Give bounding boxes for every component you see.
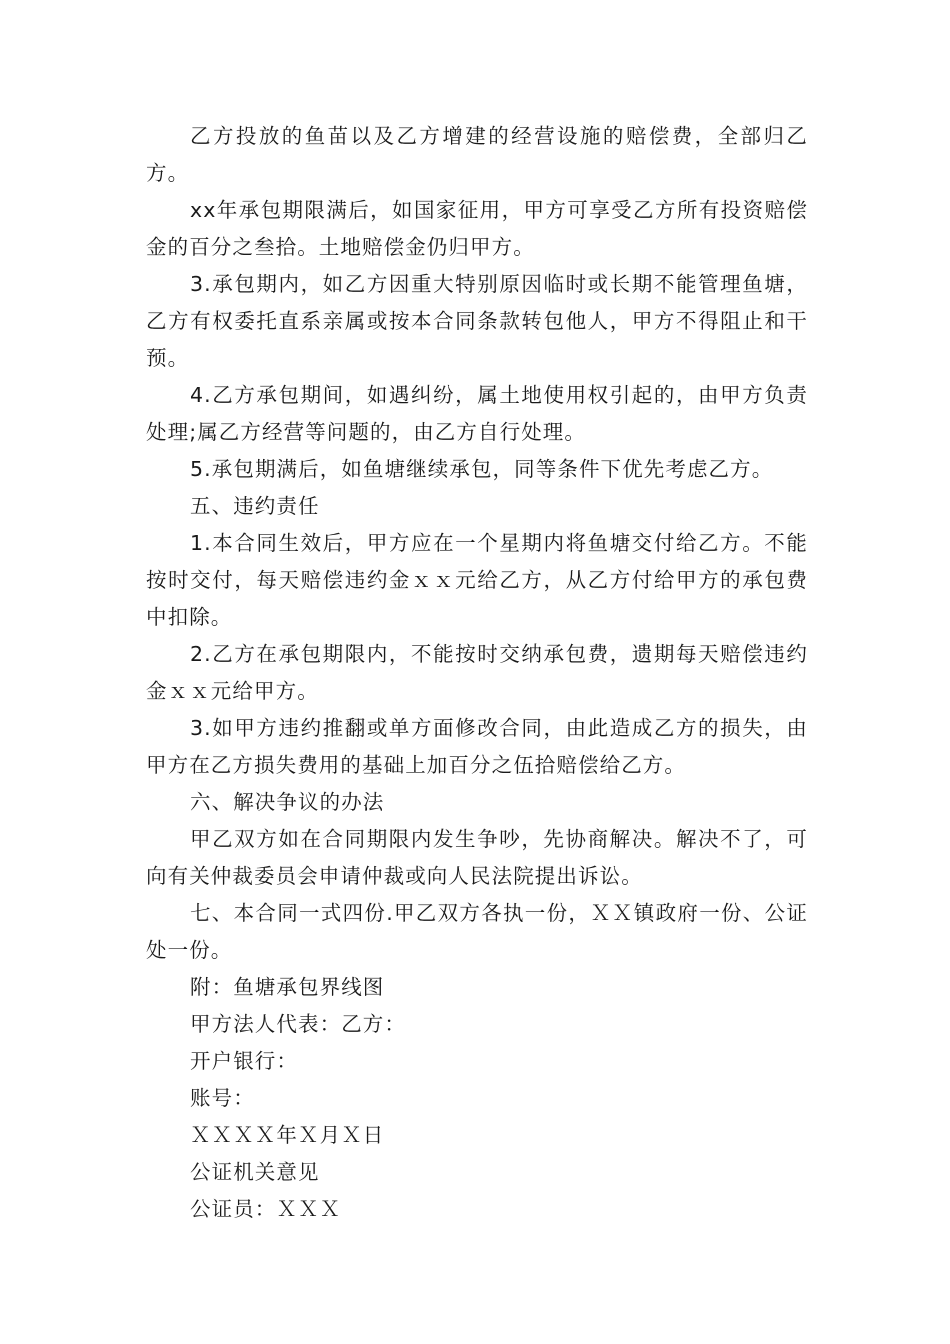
breach-clause-3: 3.如甲方违约推翻或单方面修改合同，由此造成乙方的损失，由甲方在乙方损失费用的基础上加百分之伍拾赔偿给乙方。 [146,716,808,777]
attachment-line: 附：鱼塘承包界线图 [190,975,385,999]
clause-3-subcontract: 3.承包期内，如乙方因重大特别原因临时或长期不能管理鱼塘，乙方有权委托直系亲属或按本合同条款转包他人，甲方不得阻止和干预。 [146,272,808,370]
clause-4-disputes: 4.乙方承包期间，如遇纠纷，属土地使用权引起的，由甲方负责处理;属乙方经营等问题的，由乙方自行处理。 [146,383,808,444]
breach-clause-2: 2.乙方在承包期限内，不能按时交纳承包费，遗期每天赔偿违约金ｘｘ元给甲方。 [146,642,808,703]
signature-party-line: 甲方法人代表：乙方： [190,1012,406,1036]
date-line: ＸＸＸＸ年Ｘ月Ｘ日 [190,1123,385,1147]
section-heading-breach: 五、违约责任 [190,494,320,518]
paragraph-expropriation: xx年承包期限满后，如国家征用，甲方可享受乙方所有投资赔偿金的百分之叁拾。土地赔偿金仍归甲方。 [146,198,808,259]
breach-clause-1: 1.本合同生效后，甲方应在一个星期内将鱼塘交付给乙方。不能按时交付，每天赔偿违约金ｘｘ元给乙方，从乙方付给甲方的承包费中扣除。 [146,531,808,629]
bank-line: 开户银行： [190,1049,298,1073]
notary-opinion-line: 公证机关意见 [190,1160,320,1184]
paragraph-compensation-fry: 乙方投放的鱼苗以及乙方增建的经营设施的赔偿费，全部归乙方。 [146,124,808,185]
section-copies: 七、本合同一式四份.甲乙双方各执一份，ＸＸ镇政府一份、公证处一份。 [146,901,808,962]
notary-line: 公证员：ＸＸＸ [190,1197,342,1221]
section-heading-dispute-resolution: 六、解决争议的办法 [190,790,385,814]
document-body [146,118,808,1228]
account-line: 账号： [190,1086,255,1110]
dispute-resolution-text: 甲乙双方如在合同期限内发生争吵，先协商解决。解决不了，可向有关仲裁委员会申请仲裁或向人民法院提出诉讼。 [146,827,808,888]
clause-5-renewal: 5.承包期满后，如鱼塘继续承包，同等条件下优先考虑乙方。 [190,457,774,481]
